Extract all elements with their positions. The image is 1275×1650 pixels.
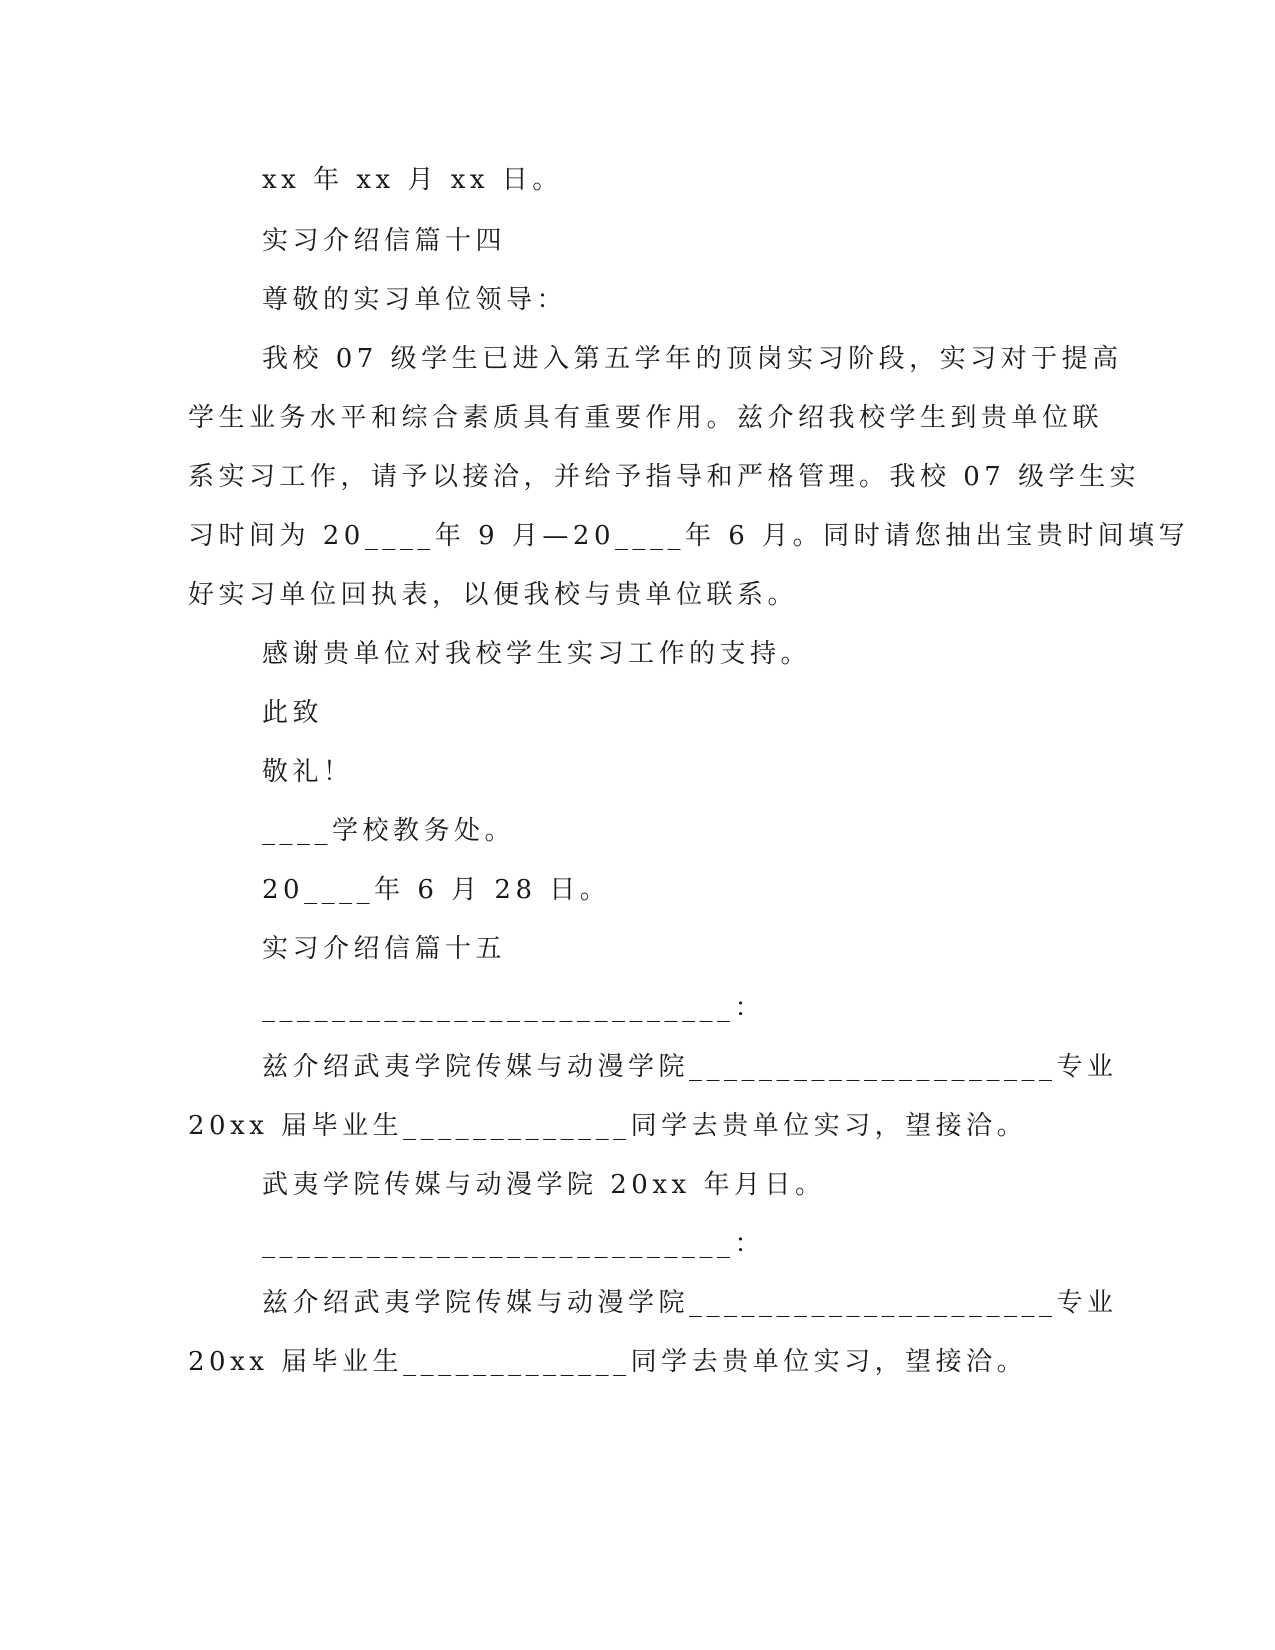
paragraph-line: 习时间为 20____年 9 月—20____年 6 月。同时请您抽出宝贵时间填写 (188, 521, 1190, 551)
section-heading-15: 实习介绍信篇十五 (262, 934, 507, 964)
paragraph-line: 20xx 届毕业生_____________同学去贵单位实习，望接洽。 (188, 1111, 1028, 1141)
signature-line: 武夷学院传媒与动漫学院 20xx 年月日。 (262, 1170, 826, 1200)
signature-date: 20____年 6 月 28 日。 (262, 875, 611, 905)
paragraph-line: 系实习工作，请予以接洽，并给予指导和严格管理。我校 07 级学生实 (188, 462, 1141, 492)
date-line: xx 年 xx 月 xx 日。 (262, 165, 563, 195)
section-heading-14: 实习介绍信篇十四 (262, 226, 507, 256)
paragraph-line: 兹介绍武夷学院传媒与动漫学院_____________________专业 (262, 1052, 1118, 1082)
thanks-line: 感谢贵单位对我校学生实习工作的支持。 (262, 639, 812, 669)
recipient-blank: ___________________________： (262, 993, 766, 1023)
salutation: 尊敬的实习单位领导： (262, 285, 568, 315)
paragraph-line: 20xx 届毕业生_____________同学去贵单位实习，望接洽。 (188, 1347, 1028, 1377)
closing-line: 此致 (262, 698, 324, 728)
paragraph-line: 我校 07 级学生已进入第五学年的顶岗实习阶段，实习对于提高 (262, 344, 1123, 374)
paragraph-line: 好实习单位回执表，以便我校与贵单位联系。 (188, 580, 799, 610)
paragraph-line: 学生业务水平和综合素质具有重要作用。兹介绍我校学生到贵单位联 (188, 403, 1104, 433)
paragraph-line: 兹介绍武夷学院传媒与动漫学院_____________________专业 (262, 1288, 1118, 1318)
regards-line: 敬礼！ (262, 757, 354, 787)
recipient-blank: ___________________________： (262, 1229, 766, 1259)
signature-line: ____学校教务处。 (262, 816, 516, 846)
